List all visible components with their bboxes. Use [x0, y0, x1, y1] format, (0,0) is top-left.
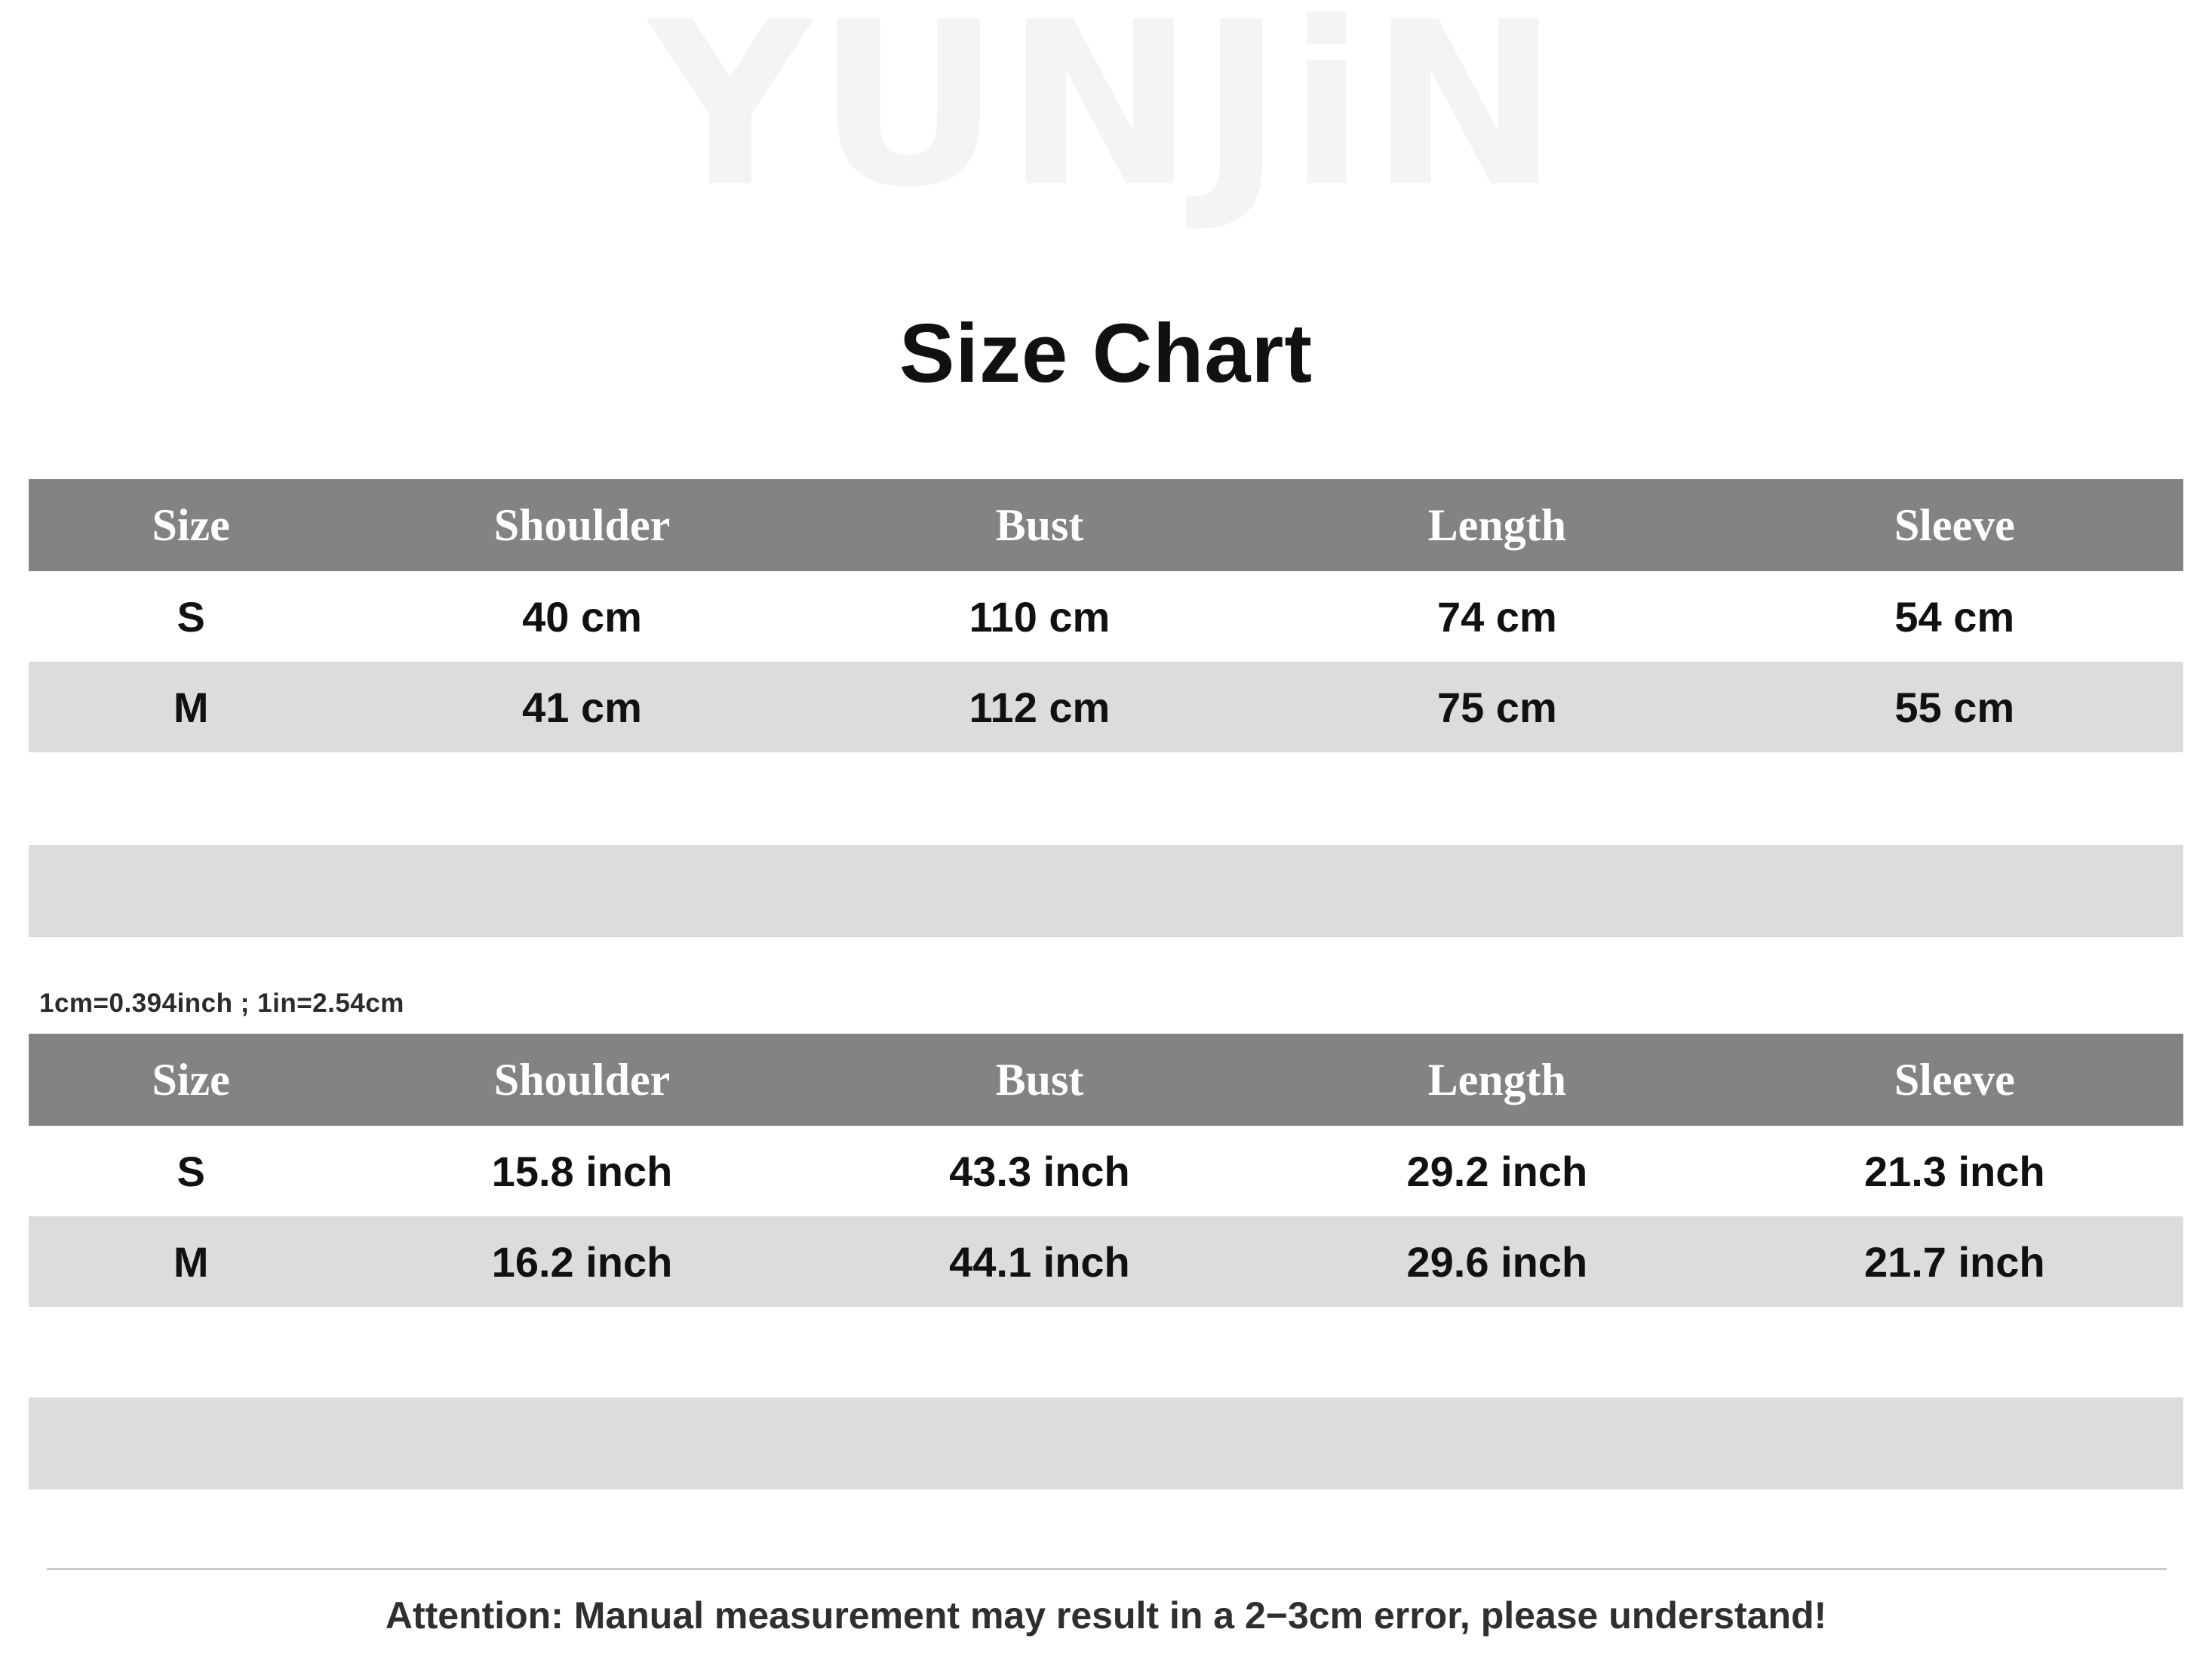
brand-watermark: YUNJiN — [648, 0, 1564, 237]
cell-size: M — [29, 1216, 353, 1307]
size-table-cm — [29, 479, 2183, 752]
cell-size: S — [29, 1126, 353, 1216]
column-header-length: Length — [1268, 479, 1725, 571]
cell-bust: 112 cm — [811, 662, 1268, 752]
cell-shoulder: 40 cm — [353, 571, 810, 662]
cell-length: 75 cm — [1268, 662, 1725, 752]
cell-size: M — [29, 662, 353, 752]
column-header-bust: Bust — [811, 1034, 1268, 1126]
table-row — [29, 1126, 2183, 1216]
cell-sleeve: 21.7 inch — [1726, 1216, 2183, 1307]
cell-size: S — [29, 571, 353, 662]
table-row — [29, 1216, 2183, 1307]
cell-shoulder: 15.8 inch — [353, 1126, 810, 1216]
column-header-bust: Bust — [811, 479, 1268, 571]
cell-length: 29.2 inch — [1268, 1126, 1725, 1216]
unit-conversion-note: 1cm=0.394inch ; 1in=2.54cm — [39, 988, 404, 1018]
column-header-size: Size — [29, 479, 353, 571]
cell-shoulder: 41 cm — [353, 662, 810, 752]
cell-shoulder: 16.2 inch — [353, 1216, 810, 1307]
cell-sleeve: 55 cm — [1726, 662, 2183, 752]
cell-sleeve: 54 cm — [1726, 571, 2183, 662]
column-header-sleeve: Sleeve — [1726, 479, 2183, 571]
spacer-bar-lower — [29, 1397, 2183, 1489]
cell-length: 29.6 inch — [1268, 1216, 1725, 1307]
cell-bust: 110 cm — [811, 571, 1268, 662]
column-header-length: Length — [1268, 1034, 1725, 1126]
cell-length: 74 cm — [1268, 571, 1725, 662]
column-header-sleeve: Sleeve — [1726, 1034, 2183, 1126]
table-row — [29, 571, 2183, 662]
cell-sleeve: 21.3 inch — [1726, 1126, 2183, 1216]
table-header-row — [29, 1034, 2183, 1126]
table-row — [29, 662, 2183, 752]
page-title: Size Chart — [899, 307, 1313, 400]
attention-note: Attention: Manual measurement may result in a 2−3cm error, please understand! — [385, 1594, 1827, 1637]
table-header-row — [29, 479, 2183, 571]
column-header-shoulder: Shoulder — [353, 479, 810, 571]
cell-bust: 43.3 inch — [811, 1126, 1268, 1216]
column-header-size: Size — [29, 1034, 353, 1126]
size-table-inch — [29, 1034, 2183, 1307]
cell-bust: 44.1 inch — [811, 1216, 1268, 1307]
column-header-shoulder: Shoulder — [353, 1034, 810, 1126]
footer-divider — [47, 1568, 2167, 1570]
spacer-bar-upper — [29, 845, 2183, 937]
